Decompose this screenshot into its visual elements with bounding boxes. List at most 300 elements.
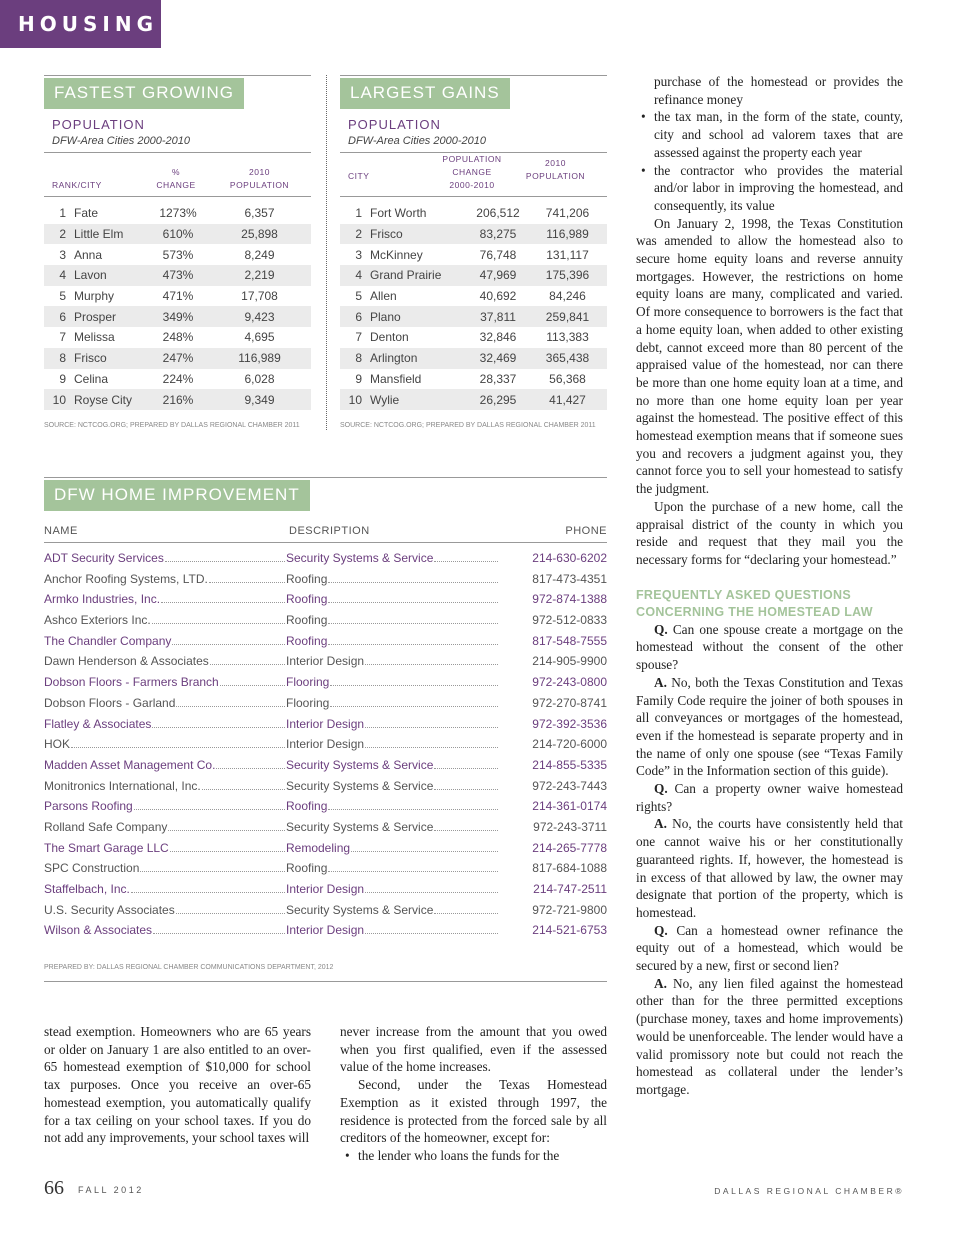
table-header [44, 525, 607, 543]
city-cell: Arlington [370, 351, 418, 366]
a-label: A. [654, 674, 667, 690]
rank-cell: 8 [59, 351, 66, 366]
company-name-cell [44, 613, 286, 627]
table-row [44, 306, 311, 327]
directory-row [44, 737, 607, 758]
company-name-cell [44, 675, 286, 689]
table-row [44, 224, 311, 245]
population-cell: 41,427 [549, 392, 586, 407]
table-row [44, 389, 311, 410]
faq-answer [636, 674, 903, 780]
population-cell: 8,249 [244, 247, 275, 262]
city-cell: Royse City [74, 392, 133, 407]
rank-cell: 1 [355, 206, 362, 221]
header-change: % CHANGE [156, 167, 196, 190]
dot-leader [161, 602, 285, 603]
bullet-item: • the tax man, in the form of the state, county, city and school ad valorem taxes that are assessed against the property each year [636, 108, 903, 161]
dot-leader [176, 706, 285, 707]
header-population: 2010 POPULATION [229, 167, 290, 190]
phone-number: 972-243-3711 [533, 819, 607, 834]
phone-number: 214-720-6000 [532, 737, 607, 752]
population-cell: 6,028 [244, 371, 275, 386]
dot-leader [134, 809, 285, 810]
city-cell: Frisco [370, 227, 403, 242]
directory-row[interactable] [44, 717, 607, 738]
description-cell [286, 758, 499, 772]
rank-cell: 3 [355, 247, 362, 262]
change-cell: 32,846 [479, 330, 517, 345]
change-cell: 28,337 [479, 371, 517, 386]
rank-cell: 2 [59, 227, 66, 242]
top-rule [340, 75, 607, 76]
description-cell [286, 923, 499, 937]
table-row [44, 265, 311, 286]
change-cell: 47,969 [479, 268, 517, 283]
question-text: Can one spouse create a mortgage on the homestead without the consent of the other spouse? [636, 621, 903, 673]
company-name: Dawn Henderson & Associates [44, 654, 209, 669]
phone-number: 817-684-1088 [532, 861, 607, 876]
company-name: The Smart Garage LLC [44, 840, 169, 855]
dot-leader [165, 561, 285, 562]
city-cell: Murphy [74, 289, 115, 304]
change-cell: 248% [162, 330, 194, 345]
company-name: SPC Construction [44, 861, 140, 876]
phone-number: 214-855-5335 [532, 757, 607, 772]
phone-number: 972-243-7443 [532, 778, 607, 793]
answer-text: No, both the Texas Constitution and Texas Family Code require the joiner of both spouses in all conveyances or mortgages of the homestead, even if the homestead is separate property and in the name of only one spouse (see “Texas Family Code” in the Information section of this guide). [636, 674, 903, 779]
company-name: Madden Asset Management Co. [44, 757, 216, 772]
largest-gains-table [340, 75, 607, 429]
bullet-item: • the lender who loans the funds for the [340, 1147, 607, 1165]
article-column-1 [44, 1023, 311, 1147]
rank-cell: 6 [355, 309, 362, 324]
company-name: Dobson Floors - Garland [44, 695, 176, 710]
company-name-cell [44, 696, 286, 710]
company-name-cell [44, 861, 286, 875]
phone-number: 972-243-0800 [532, 675, 607, 690]
fastest-growing-table [44, 75, 311, 429]
change-cell: 37,811 [480, 309, 516, 324]
directory-row [44, 861, 607, 882]
table-row [44, 348, 311, 369]
dot-leader [434, 789, 498, 790]
change-cell: 83,275 [479, 227, 517, 242]
description: Interior Design [286, 923, 365, 938]
population-cell: 84,246 [549, 289, 586, 304]
phone-number: 972-512-0833 [532, 613, 607, 628]
question-text: Can a property owner waive homestead rights? [636, 781, 903, 814]
table-source: SOURCE: NCTCOG.ORG; PREPARED BY DALLAS REGIONAL CHAMBER 2011 [340, 421, 596, 429]
column-divider [326, 75, 327, 430]
company-name: Rolland Safe Company [44, 819, 168, 834]
company-name-cell [44, 654, 286, 668]
header-change: POPULATION CHANGE 2000-2010 [442, 154, 502, 190]
company-name-cell [44, 572, 286, 586]
table-subtitle: POPULATION [52, 117, 145, 132]
population-cell: 17,708 [241, 289, 278, 304]
company-name: Armko Industries, Inc. [44, 592, 161, 607]
faq-answer [636, 815, 903, 921]
change-cell: 216% [162, 392, 194, 407]
description: Security Systems & Service [286, 757, 434, 772]
rank-cell: 3 [59, 247, 66, 262]
header-phone: PHONE [565, 525, 607, 537]
phone-number: 214-747-2511 [533, 882, 607, 896]
population-cell: 175,396 [545, 268, 590, 283]
table-header [340, 153, 607, 197]
population-cell: 365,438 [545, 351, 590, 366]
company-name: Wilson & Associates [44, 923, 153, 938]
company-name: Anchor Roofing Systems, LTD. [44, 571, 208, 586]
rank-cell: 6 [59, 309, 66, 324]
table-credit: PREPARED BY: DALLAS REGIONAL CHAMBER COMMUNICATIONS DEPARTMENT, 2012 [44, 964, 334, 972]
change-cell: 224% [162, 371, 194, 386]
dot-leader [131, 892, 285, 893]
rank-cell: 4 [355, 268, 362, 283]
article-paragraph: On January 2, 1998, the Texas Constitution was amended to allow the homestead also to secure home equity loans and reverse annuity mortgages. However, the restrictions on home equity loans are many, complicated and varied. Of more consequence to borrowers is the fact that a home equity loan, when added to other existing debt, cannot exceed more than 80 percent of the appraised value of the homestead, nor can there be more than one home equity loan at a time, and no more than one home equity loan per year against the homestead. The positive effect of this homestead exemption means that if someone sues you and recovers a judgment against you, they cannot force you to sell your homestead to satisfy the judgment. [636, 215, 903, 497]
company-name-cell [44, 758, 286, 772]
description-cell [286, 799, 499, 813]
table-row [44, 327, 311, 348]
table-row [340, 389, 607, 410]
description-cell [286, 903, 499, 917]
dot-leader [210, 664, 285, 665]
description-cell [286, 572, 499, 586]
population-cell: 4,695 [244, 330, 275, 345]
company-name-cell [44, 717, 286, 731]
population-cell: 131,117 [546, 247, 589, 262]
city-cell: Fate [74, 206, 99, 221]
table-subtitle: POPULATION [348, 117, 441, 132]
description: Roofing [286, 799, 328, 814]
dot-leader [328, 871, 498, 872]
dot-leader [168, 830, 285, 831]
population-cell: 9,423 [244, 309, 275, 324]
phone-number: 214-521-6753 [532, 923, 607, 938]
description: Interior Design [286, 882, 365, 896]
table-row [340, 265, 607, 286]
change-cell: 349% [162, 309, 194, 324]
table-row [340, 348, 607, 369]
issue-season: FALL 2012 [78, 1185, 144, 1195]
change-cell: 473% [162, 268, 194, 283]
table-row [340, 203, 607, 224]
dot-leader [328, 809, 498, 810]
rank-cell: 9 [355, 371, 362, 386]
dot-leader [71, 747, 285, 748]
answer-text: No, the courts have consistently held that one cannot waive his or her constitutionally guaranteed rights. If, however, the homestead is in excess of that allowed by law, the owner may designate that portion of the property, which is homestead. [636, 816, 903, 920]
rank-cell: 5 [59, 289, 66, 304]
change-cell: 76,748 [479, 247, 517, 262]
table-row [44, 369, 311, 390]
change-cell: 247% [162, 351, 194, 366]
table-body [44, 551, 607, 944]
phone-number: 817-548-7555 [532, 633, 607, 648]
directory-row[interactable] [44, 675, 607, 696]
dot-leader [152, 727, 285, 728]
dot-leader [365, 892, 498, 893]
rank-cell: 2 [355, 227, 362, 242]
dot-leader [153, 933, 285, 934]
phone-number: 817-473-4351 [532, 571, 607, 586]
dot-leader [176, 913, 285, 914]
directory-row [44, 820, 607, 841]
change-cell: 32,469 [479, 351, 517, 366]
top-rule [44, 477, 607, 478]
table-row [44, 286, 311, 307]
phone-number: 972-270-8741 [532, 695, 607, 710]
dot-leader [328, 582, 498, 583]
faq-question [636, 922, 903, 975]
company-name-cell [44, 841, 286, 855]
city-cell: Melissa [74, 330, 115, 345]
header-population: 2010 POPULATION [525, 158, 586, 181]
question-text: Can a homestead owner refinance the equity out of a homestead, which would be secured by a new, first or second lien? [636, 922, 903, 974]
directory-row [44, 572, 607, 593]
article-paragraph: Upon the purchase of a new home, call the appraisal district of the county in which you reside and request that they mail you the necessary forms for “declaring your homestead.” [636, 498, 903, 567]
dot-leader [216, 768, 285, 769]
home-improvement-banner: DFW HOME IMPROVEMENT [44, 480, 310, 511]
population-cell: 9,349 [244, 392, 275, 407]
largest-gains-banner: LARGEST GAINS [340, 78, 510, 109]
bullet-item: • the contractor who provides the material and/or labor in improving the homestead, and consequently, its value [636, 162, 903, 215]
description-cell [286, 737, 499, 751]
dot-leader [328, 602, 498, 603]
description-cell [286, 841, 499, 855]
population-cell: 741,206 [545, 206, 590, 221]
description: Flooring [286, 695, 330, 710]
top-rule [44, 75, 311, 76]
description-cell [286, 675, 499, 689]
description-cell [286, 779, 499, 793]
description-cell [286, 820, 499, 834]
city-cell: Anna [74, 247, 103, 262]
rank-cell: 4 [59, 268, 66, 283]
article-paragraph: never increase from the amount that you owed when you first qualified, even if the assessed value of the home increases. [340, 1024, 607, 1075]
description: Roofing [286, 592, 328, 607]
city-cell: Prosper [74, 309, 117, 324]
faq-answer [636, 975, 903, 1099]
phone-number: 972-874-1388 [532, 592, 607, 607]
population-cell: 6,357 [244, 206, 275, 221]
dot-leader [434, 830, 498, 831]
directory-row [44, 613, 607, 634]
description: Security Systems & Service [286, 819, 434, 834]
dot-leader [140, 871, 285, 872]
company-name: HOK [44, 737, 71, 752]
rank-cell: 8 [355, 351, 362, 366]
population-cell: 116,989 [238, 351, 281, 366]
population-cell: 2,219 [244, 268, 275, 283]
bullet-continuation: purchase of the homestead or provides the refinance money [654, 74, 903, 107]
rank-cell: 5 [355, 289, 362, 304]
faq-question [636, 621, 903, 674]
company-name: ADT Security Services [44, 551, 164, 565]
company-name: Monitronics International, Inc. [44, 778, 201, 793]
q-label: Q. [654, 922, 668, 938]
company-name: Flatley & Associates [44, 716, 152, 731]
rank-cell: 10 [348, 392, 362, 407]
directory-row[interactable] [44, 592, 607, 613]
city-cell: Celina [74, 371, 109, 386]
directory-row [44, 779, 607, 800]
table-row [340, 224, 607, 245]
description-cell [286, 613, 499, 627]
company-name: The Chandler Company [44, 633, 172, 648]
company-name-cell [44, 882, 286, 896]
bottom-rule [44, 981, 607, 982]
dot-leader [434, 768, 498, 769]
rank-cell: 7 [355, 330, 362, 345]
directory-row[interactable] [44, 882, 607, 903]
population-cell: 113,383 [546, 330, 589, 345]
description-cell [286, 861, 499, 875]
dot-leader [330, 706, 498, 707]
city-cell: Plano [370, 309, 401, 324]
table-row [340, 369, 607, 390]
description: Interior Design [286, 716, 365, 731]
header-name: NAME [44, 525, 78, 537]
q-label: Q. [654, 781, 668, 797]
table-row [340, 244, 607, 265]
faq-question [636, 780, 903, 815]
directory-row[interactable] [44, 923, 607, 944]
home-improvement-table [44, 477, 607, 982]
directory-row [44, 696, 607, 717]
phone-number: 972-392-3536 [532, 716, 607, 731]
dot-leader [209, 582, 285, 583]
directory-row[interactable] [44, 841, 607, 862]
description-cell [286, 717, 499, 731]
company-name-cell [44, 779, 286, 793]
directory-row[interactable] [44, 634, 607, 655]
population-cell: 56,368 [549, 371, 586, 386]
dot-leader [351, 851, 498, 852]
company-name: Parsons Roofing [44, 799, 133, 814]
directory-row[interactable] [44, 799, 607, 820]
description: Remodeling [286, 840, 351, 855]
change-cell: 26,295 [479, 392, 517, 407]
article-paragraph: stead exemption. Homeowners who are 65 years or older on January 1 are also entitled to an over-65 homestead exemption of $10,000 for school tax purposes. Once you receive an over-65 homestead exemption, you automatically qualify for a tax ceiling on your school taxes. If you do not add any improvements, your school taxes will [44, 1024, 311, 1146]
company-name-cell [44, 634, 286, 648]
population-cell: 259,841 [545, 309, 590, 324]
description: Security Systems & Service [286, 778, 434, 793]
table-row [44, 203, 311, 224]
table-row [44, 244, 311, 265]
company-name-cell [44, 799, 286, 813]
company-name-cell [44, 551, 286, 565]
directory-row[interactable] [44, 758, 607, 779]
table-row [340, 306, 607, 327]
city-cell: Lavon [74, 268, 107, 283]
table-row [340, 286, 607, 307]
dot-leader [365, 747, 498, 748]
phone-number: 214-265-7778 [532, 840, 607, 855]
header-city: CITY [348, 171, 370, 181]
table-header [44, 153, 311, 197]
table-subtitle-detail: DFW-Area Cities 2000-2010 [52, 135, 190, 147]
publisher-name: DALLAS REGIONAL CHAMBER® [714, 1186, 904, 1196]
dot-leader [328, 644, 498, 645]
rank-cell: 7 [59, 330, 66, 345]
directory-row[interactable] [44, 551, 607, 572]
faq-heading: FREQUENTLY ASKED QUESTIONS CONCERNING THE HOMESTEAD LAW [636, 587, 873, 619]
change-cell: 1273% [159, 206, 197, 221]
company-name-cell [44, 820, 286, 834]
description: Roofing [286, 571, 328, 586]
page-number: 66 [44, 1177, 64, 1199]
table-body [340, 203, 607, 410]
description: Security Systems & Service [286, 551, 434, 565]
table-row [340, 327, 607, 348]
header-description: DESCRIPTION [289, 525, 370, 537]
fastest-growing-banner: FASTEST GROWING [44, 78, 244, 109]
city-cell: Grand Prairie [370, 268, 442, 283]
answer-text: No, any lien filed against the homestead other than for the three permitted exceptions (purchase money, taxes and home improvements) would be unenforceable. The lender would have a valid promissory note but could not reach the homestead as collateral under the lender’s mortgage. [636, 975, 903, 1097]
dot-leader [172, 644, 285, 645]
city-cell: Allen [370, 289, 397, 304]
dot-leader [328, 623, 498, 624]
company-name: U.S. Security Associates [44, 902, 175, 917]
dot-leader [220, 685, 285, 686]
rank-cell: 9 [59, 371, 66, 386]
population-cell: 116,989 [546, 227, 589, 242]
description-cell [286, 551, 499, 565]
change-cell: 206,512 [476, 206, 520, 221]
company-name: Ashco Exteriors Inc. [44, 613, 151, 628]
description-cell [286, 882, 499, 896]
company-name-cell [44, 737, 286, 751]
phone-number: 214-361-0174 [532, 799, 607, 814]
company-name-cell [44, 903, 286, 917]
change-cell: 610% [162, 227, 194, 242]
table-body [44, 203, 311, 410]
population-cell: 25,898 [241, 227, 278, 242]
phone-number: 972-721-9800 [532, 902, 607, 917]
city-cell: Denton [370, 330, 409, 345]
description: Security Systems & Service [286, 902, 434, 917]
header-rank-city: RANK/CITY [52, 180, 102, 190]
dot-leader [170, 851, 285, 852]
description-cell [286, 654, 499, 668]
phone-number: 214-630-6202 [532, 551, 607, 565]
city-cell: Wylie [370, 392, 400, 407]
description-cell [286, 592, 499, 606]
section-tab: HOUSING [0, 0, 161, 48]
rank-cell: 10 [52, 392, 66, 407]
table-source: SOURCE: NCTCOG.ORG; PREPARED BY DALLAS REGIONAL CHAMBER 2011 [44, 421, 300, 429]
company-name-cell [44, 923, 286, 937]
description: Interior Design [286, 737, 365, 752]
q-label: Q. [654, 621, 668, 637]
a-label: A. [654, 975, 667, 991]
a-label: A. [654, 816, 667, 832]
directory-row [44, 654, 607, 675]
description: Roofing [286, 613, 328, 628]
directory-row [44, 903, 607, 924]
dot-leader [202, 789, 285, 790]
city-cell: McKinney [370, 247, 423, 262]
article-column-2 [340, 1023, 607, 1165]
article-paragraph: Second, under the Texas Homestead Exemption as it existed through 1997, the residence is protected from the forced sale by all creditors of the homeowner, except for: [340, 1077, 607, 1146]
city-cell: Fort Worth [370, 206, 427, 221]
description-cell [286, 634, 499, 648]
company-name: Staffelbach, Inc. [44, 882, 130, 896]
dot-leader [152, 623, 285, 624]
article-column-right [636, 73, 903, 1099]
description: Roofing [286, 633, 328, 648]
description: Roofing [286, 861, 328, 876]
